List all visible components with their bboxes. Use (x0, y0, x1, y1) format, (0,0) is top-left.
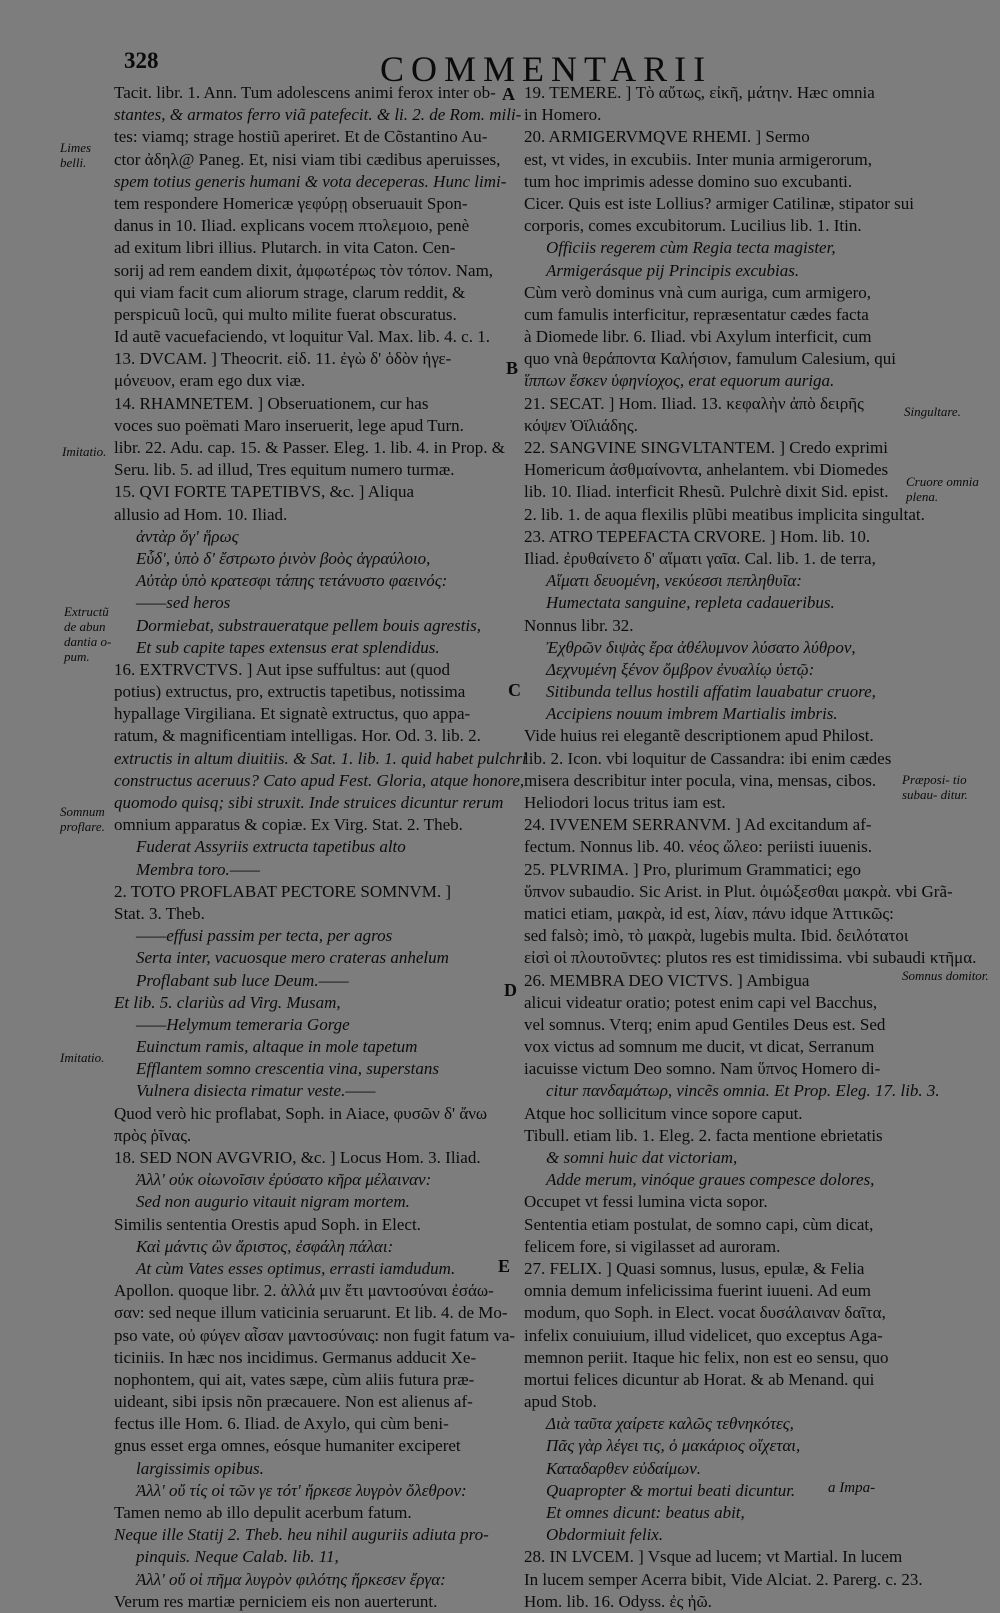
text-line: vox victus ad somnum me ducit, vt dicat, Serranum (524, 1037, 875, 1057)
margin-note-somnum: Somnum proflare. (60, 804, 105, 834)
text-line: quo vnà θεράποντα Καλήσιον, famulum Calesium, qui (524, 349, 896, 369)
text-line: Iliad. ἐρυθαίνετο δ' αἵματι γαῖα. Cal. lib. 1. de terra, (524, 548, 876, 568)
text-line: apud Stob. (524, 1392, 597, 1412)
text-line: corporis, comes excubitorum. Lucilius lib. 1. Itin. (524, 216, 862, 236)
text-line: Humectata sanguine, repleta cadaueribus. (546, 593, 835, 613)
text-line: 14. RHAMNETEM. ] Obseruationem, cur has (114, 393, 429, 413)
text-line: Hom. lib. 16. Odyss. ἐς ἠῶ. (524, 1591, 712, 1611)
text-line: Cicer. Quis est iste Lollius? armiger Catilinæ, stipator sui (524, 193, 915, 213)
text-line: Heliodori locus tritus iam est. (524, 793, 726, 812)
text-line: Apollon. quoque libr. 2. ἀλλά μιν ἔτι μαντοσύναι ἐσάω- (114, 1281, 494, 1301)
text-line: Accipiens nouum imbrem Martialis imbris. (546, 704, 838, 724)
text-line: Cùm verò dominus vnà cum auriga, cum armigero, (524, 282, 871, 302)
text-line: modum, quo Soph. in Elect. vocat δυσάλαιναν δαῖτα, (524, 1303, 886, 1323)
text-line: memnon periit. Itaque hic felix, non est eo sensu, quo (524, 1347, 889, 1367)
text-line: largissimis opibus. (136, 1458, 264, 1478)
section-letter-c: C (508, 680, 521, 700)
text-line: Διὰ ταῦτα χαίρετε καλῶς τεθνηκότες, (546, 1414, 794, 1434)
text-line: infelix conuiuium, illud videlicet, quo exceptus Aga- (524, 1325, 883, 1345)
text-line: 20. ARMIGERVMQVE RHEMI. ] Sermo (524, 127, 810, 147)
text-line: Armigerásque pij Principis excubias. (546, 260, 800, 280)
text-line: In lucem semper Acerra bibit, Vide Alciat. 2. Parerg. c. 23. (524, 1569, 923, 1589)
text-line: pinquis. Neque Calab. lib. 11, (136, 1547, 339, 1567)
text-line: Stat. 3. Theb. (114, 903, 205, 923)
text-line: σαν: sed neque illum vaticinia seruarunt. Et lib. 4. de Mo- (114, 1303, 508, 1323)
text-line: ctor ἀδηλ@ Paneg. Et, nisi viam tibi cædibus aperuisses, (114, 149, 501, 169)
text-line: Et sub capite tapes extensus erat splendidus. (136, 637, 440, 657)
text-line: Dormiebat, substraueratque pellem bouis agrestis, (136, 615, 482, 635)
margin-note-cruore: Cruore omnia plena. (906, 474, 979, 504)
text-line: Adde merum, vinóque graues compesce dolores, (546, 1170, 875, 1190)
text-line: 19. TEMERE. ] Τὸ αὔτως, εἰκῆ, μάτην. Hæc omnia (524, 83, 875, 102)
text-line: spem totius generis humani & vota deceperas. Hunc limi- (114, 171, 507, 191)
text-line: hypallage Virgiliana. Et signatè extructus, quo appa- (114, 704, 471, 724)
text-line: Id autẽ vacuefaciendo, vt loquitur Val. Max. lib. 4. c. 1. (114, 327, 490, 347)
text-line: gnus esset erga omnes, eósque humaniter exciperet (114, 1436, 461, 1456)
text-line: Occupet vt fessi lumina victa sopor. (524, 1192, 768, 1212)
text-line: danus in 10. Iliad. explicans vocem πτολεμοιο, penè (114, 216, 470, 236)
text-line: ——Helymum temeraria Gorge (136, 1014, 350, 1034)
text-line: ad exitum libri illius. Plutarch. in vita Caton. Cen- (114, 238, 456, 258)
text-line: Euinctum ramis, altaque in mole tapetum (136, 1037, 418, 1057)
text-line: Atque hoc sollicitum vince sopore caput. (524, 1103, 803, 1123)
text-line: 24. IVVENEM SERRANVM. ] Ad excitandum af- (524, 815, 872, 835)
text-line: 2. TOTO PROFLABAT PECTORE SOMNVM. ] (114, 881, 452, 901)
text-line: ἀντὰρ ὅγ' ἥρως (136, 526, 239, 546)
text-line: Sed non augurio vitauit nigram mortem. (136, 1192, 410, 1212)
text-line: in Homero. (524, 105, 602, 125)
text-line: Ἀλλ' οὔ τίς οἱ τῶν γε τότ' ἤρκεσε λυγρὸν ὄλεθρον: (136, 1480, 467, 1500)
text-line: Vide huius rei elegantẽ descriptionem apud Philost. (524, 726, 874, 746)
text-line: voces suo poëmati Maro inseruerit, lege apud Turn. (114, 415, 464, 435)
text-line: Καταδαρθεν εὐδαίμων. (546, 1458, 701, 1478)
text-line: Sitibunda tellus hostili affatim lauabatur cruore, (546, 682, 876, 702)
text-line: Αὐτὰρ ὑπὸ κρατεσφι τάπης τετάνυστο φαεινός: (136, 571, 448, 591)
text-line: Tacit. libr. 1. Ann. Tum adolescens animi ferox inter ob- (114, 83, 496, 102)
text-line: est, vt vides, in excubiis. Inter munia armigerorum, (524, 149, 872, 169)
text-line: 23. ATRO TEPEFACTA CRVORE. ] Hom. lib. 10. (524, 526, 871, 546)
text-line: 18. SED NON AVGVRIO, &c. ] Locus Hom. 3. Iliad. (114, 1148, 481, 1167)
text-line: At cùm Vates esses optimus, errasti iamdudum. (136, 1258, 456, 1278)
margin-note-singultare: Singultare. (904, 404, 961, 419)
text-line: pso vate, οὐ φύγεν αἶσαν μαντοσύναις: non fugit fatum va- (114, 1325, 516, 1345)
margin-note-imitatio-2: Imitatio. (60, 1050, 105, 1065)
text-line: Neque ille Statij 2. Theb. heu nihil auguriis adiuta pro- (114, 1525, 489, 1545)
text-line: Quod verò hic proflabat, Soph. in Aiace, φυσῶν δ' ἄνω (114, 1103, 488, 1123)
text-line: 27. FELIX. ] Quasi somnus, lusus, epulæ, & Felia (524, 1258, 865, 1278)
text-line: 28. IN LVCEM. ] Vsque ad lucem; vt Martial. In lucem (524, 1547, 903, 1567)
text-line: tes: viamq; strage hostiũ aperiret. Et de Cõstantino Au- (114, 127, 488, 147)
text-line: ticiniis. In hæc nos incidimus. Germanus adducit Xe- (114, 1347, 477, 1367)
text-line: Homericum ἀσθμαίνοντα, anhelantem. vbi Diomedes (524, 460, 889, 480)
text-line: libr. 22. Adu. cap. 15. & Passer. Eleg. 1. lib. 4. in Prop. & (114, 438, 505, 457)
text-line: extructis in altum diuitiis. & Sat. 1. lib. 1. quid habet pulchri (114, 748, 527, 768)
text-line: κόψεν Ὀϊλιάδης. (524, 415, 638, 435)
text-line: constructus aceruus? Cato apud Fest. Gloria, atque honore, (114, 770, 525, 790)
catchword: a Impa- (828, 1480, 876, 1496)
text-line: fectus ille Hom. 6. Iliad. de Axylo, qui cùm beni- (114, 1414, 449, 1434)
text-line: Tibull. etiam lib. 1. Eleg. 2. facta mentione ebrietatis (524, 1125, 883, 1145)
left-text-column (114, 82, 527, 1613)
text-line: nophontem, qui ait, vates sæpe, cùm aliis futura præ- (114, 1369, 475, 1389)
text-line: sorij ad rem eandem dixit, ἀμφωτέρως τὸν τόπον. Nam, (114, 260, 494, 280)
text-line: sed falsò; imò, τὸ μακρὰ, lugebis multa. Ibid. δειλότατοι (524, 926, 909, 946)
page-number: 328 (124, 48, 159, 73)
section-letter-b: B (506, 358, 519, 378)
text-line: fectum. Nonnus lib. 40. νέος ὤλεο: periisti iuuenis. (524, 837, 872, 857)
text-line: Πᾶς γὰρ λέγει τις, ὁ μακάριος οἴχεται, (546, 1436, 801, 1456)
text-line: & somni huic dat victoriam, (546, 1148, 738, 1167)
text-line: Tamen nemo ab illo depulit acerbum fatum. (114, 1503, 412, 1522)
margin-note-somnus: Somnus domitor. (902, 968, 989, 983)
text-line: ἵππων ἔσκεν ὑφηνίοχος, erat equorum auriga. (524, 371, 835, 391)
text-line: Sententia etiam postulat, de somno capi, cùm dicat, (524, 1214, 874, 1234)
text-line: uideant, sibi ipsis nõn præcauere. Non est alienus af- (114, 1392, 473, 1412)
text-line: Καὶ μάντις ὢν ἄριστος, ἐσφάλη πάλαι: (136, 1236, 394, 1256)
section-letter-e: E (498, 1256, 511, 1276)
text-line: πρὸς ῥῖνας. (114, 1125, 192, 1145)
text-line: stantes, & armatos ferro viã patefecit. & li. 2. de Rom. mili- (114, 105, 522, 125)
text-line: Nonnus libr. 32. (524, 615, 634, 635)
text-line: matici etiam, μακρὰ, id est, λίαν, πάνυ idque Ἀττικῶς: (524, 903, 894, 923)
text-line: Vulnera disiecta rimatur veste.—— (136, 1081, 376, 1101)
text-line: omnia demum infelicissima fuerint iuueni. Ad eum (524, 1281, 872, 1301)
text-line: à Diomede libr. 6. Iliad. vbi Axylum interficit, cum (524, 327, 872, 347)
text-line: allusio ad Hom. 10. Iliad. (114, 504, 288, 524)
text-line: 22. SANGVINE SINGVLTANTEM. ] Credo exprimi (524, 438, 888, 457)
text-line: Ἀλλ' οὐκ οἰωνοῖσιν ἐρύσατο κῆρα μέλαιναν: (136, 1170, 432, 1190)
running-title: COMMENTARII (380, 49, 713, 89)
text-line: 16. EXTRVCTVS. ] Aut ipse suffultus: aut (quod (114, 659, 450, 679)
text-line: Et lib. 5. clariùs ad Virg. Musam, (114, 992, 341, 1012)
text-line: perspicuũ locũ, qui multo milite fuerat obscuratus. (114, 304, 457, 324)
text-line: Efflantem somno crescentia vina, superstans (136, 1059, 439, 1079)
text-line: 15. QVI FORTE TAPETIBVS, &c. ] Aliqua (114, 482, 414, 502)
text-line: lib. 10. Iliad. interficit Rhesũ. Pulchrè dixit Sid. epist. (524, 482, 889, 502)
text-line: Verum res martiæ perniciem eis non auerterunt. (114, 1591, 438, 1611)
text-line: quomodo quisq; sibi struxit. Inde struices dicuntur rerum (114, 793, 504, 812)
text-line: ὕπνον subaudio. Sic Arist. in Plut. ὀιμώξεσθαι μακρὰ. vbi Grã- (524, 881, 953, 901)
text-line: ——sed heros (136, 593, 231, 613)
text-line: ratum, & magnificentiam intelligas. Hor. Od. 3. lib. 2. (114, 726, 481, 746)
text-line: alicui videatur oratio; potest enim capi vel Bacchus, (524, 992, 878, 1012)
text-line: lib. 2. Icon. vbi loquitur de Cassandra: ibi enim cædes (524, 748, 892, 768)
text-line: omnium apparatus & copiæ. Ex Virg. Stat. 2. Theb. (114, 815, 463, 835)
text-line: Serta inter, vacuosque mero crateras anhelum (136, 948, 449, 968)
text-line: Et omnes dicunt: beatus abit, (546, 1503, 745, 1522)
text-line: μόνευον, eram ego dux viæ. (114, 371, 306, 391)
margin-note-imitatio-1: Imitatio. (62, 444, 107, 459)
margin-note-limes: Limes belli. (60, 140, 92, 170)
text-line: Quapropter & mortui beati dicuntur. (546, 1480, 796, 1500)
text-line: misera describitur inter pocula, vina, mensas, cibos. (524, 770, 877, 790)
text-line: tum hoc imprimis adesse domino suo excubanti. (524, 171, 853, 191)
text-line: citur πανδαμάτωρ, vincẽs omnia. Et Prop. Eleg. 17. lib. 3. (546, 1081, 940, 1101)
text-line: εἰσὶ οἱ πλουτοῦντες: plutos res est timidissima. vbi subaudi κτῆμα. (524, 948, 977, 968)
text-line: Proflabant sub luce Deum.—— (136, 970, 349, 990)
text-line: 25. PLVRIMA. ] Pro, plurimum Grammatici; ego (524, 859, 861, 879)
text-line: Similis sententia Orestis apud Soph. in Elect. (114, 1214, 421, 1234)
text-line: Officiis regerem cùm Regia tecta magister, (546, 238, 836, 258)
text-line: qui viam facit cum aliorum strage, clarum reddit, & (114, 282, 466, 302)
margin-note-extructum: Extructũ de abun dantia o- pum. (64, 604, 112, 664)
text-line: felicem fore, si vigilasset ad auroram. (524, 1236, 781, 1256)
text-line: cum famulis interficitur, repræsentatur cædes facta (524, 304, 869, 324)
text-line: Seru. lib. 5. ad illud, Tres equitum numero turmæ. (114, 460, 455, 480)
text-line: ——effusi passim per tecta, per agros (136, 926, 393, 946)
text-line: 21. SECAT. ] Hom. Iliad. 13. κεφαλὴν ἀπὸ δειρῆς (524, 393, 864, 413)
text-line: Αἵματι δευομένη, νεκύεσσι πεπληθυῖα: (546, 571, 802, 591)
text-line: mortui felices dicuntur ab Horat. & ab Menand. qui (524, 1369, 875, 1389)
section-letter-d: D (504, 980, 517, 1000)
text-line: Ἀλλ' οὔ οἱ πῆμα λυγρὸν φιλότης ἤρκεσεν ἔργα: (136, 1569, 446, 1589)
text-line: 13. DVCAM. ] Theocrit. εἰδ. 11. ἐγὼ δ' ὁδὸν ἡγε- (114, 349, 452, 369)
text-line: Εὗδ', ὑπὸ δ' ἔστρωτο ῥινὸν βοὸς ἀγραύλοιο, (136, 548, 431, 568)
text-line: 2. lib. 1. de aqua flexilis plũbi meatibus implicita singultat. (524, 504, 925, 524)
text-line: Obdormiuit felix. (546, 1525, 664, 1545)
text-line: Fuderat Assyriis extructa tapetibus alto (136, 837, 406, 857)
margin-note-praepositio: Præposi- tio subau- ditur. (902, 772, 968, 802)
text-line: Ἐχθρῶν διψὰς ἔρα ἀθέλυμνον λύσατο λύθρον, (546, 637, 856, 657)
text-line: Δεχνυμένη ξένον ὄμβρον ἐνυαλίῳ ὑετῷ: (546, 659, 815, 679)
text-line: Membra toro.—— (136, 859, 261, 879)
text-line: iacuisse victum Deo somno. Nam ὕπνος Homero di- (524, 1059, 881, 1079)
section-letter-a: A (502, 84, 515, 104)
text-line: tem respondere Homericæ γεφύρῃ obseruauit Spon- (114, 193, 468, 213)
text-line: 26. MEMBRA DEO VICTVS. ] Ambigua (524, 970, 810, 990)
text-line: vel somnus. Vterq; enim apud Gentiles Deus est. Sed (524, 1014, 886, 1034)
text-line: potius) extructus, pro, extructis tapetibus, notissima (114, 682, 466, 702)
